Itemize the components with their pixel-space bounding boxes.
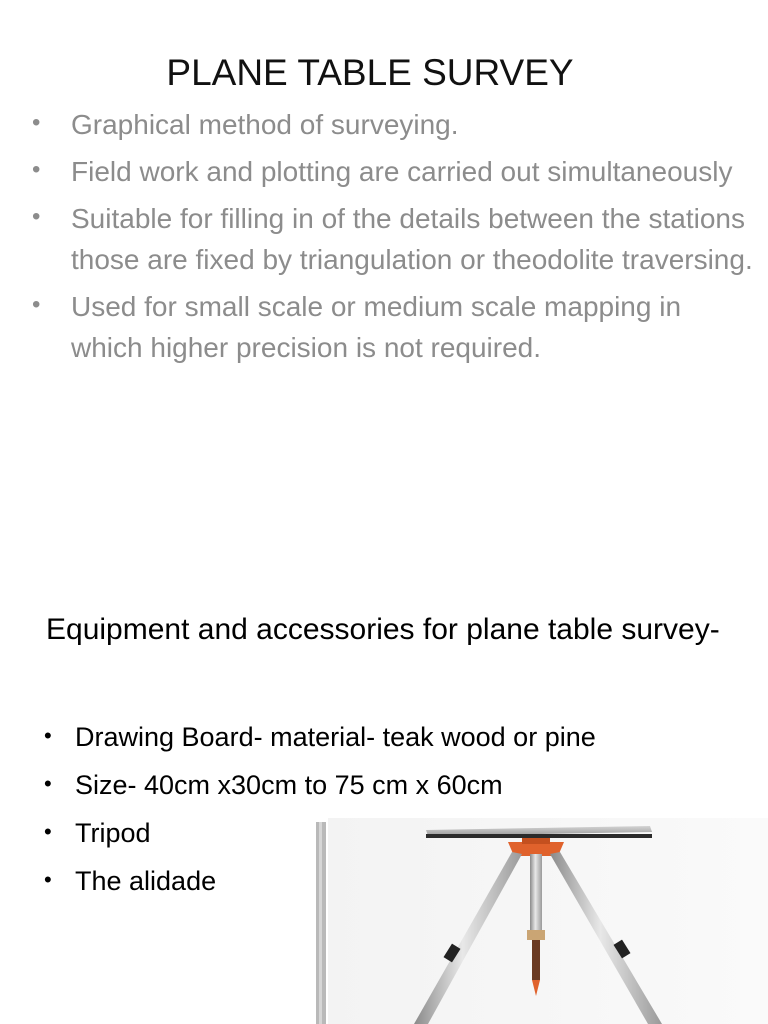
bullet-icon: • — [44, 723, 52, 748]
table-board-edge — [426, 834, 652, 838]
equipment-bullet-text: The alidade — [75, 866, 217, 896]
bullet-icon: • — [32, 109, 41, 136]
bullet-icon: • — [44, 771, 52, 796]
bullet-icon: • — [44, 819, 52, 844]
bullet-icon: • — [32, 156, 41, 183]
bullet-icon: • — [32, 291, 41, 318]
equipment-bullet-text: Tripod — [75, 818, 151, 848]
photo-left-edge-highlight — [319, 822, 322, 1024]
tripod-head-cap — [522, 838, 550, 844]
intro-bullet-text: Used for small scale or medium scale mapping in which higher precision is not required. — [71, 291, 682, 363]
slide-title: PLANE TABLE SURVEY — [166, 52, 574, 93]
intro-bullet-item — [30, 151, 760, 192]
tripod-center-lower — [532, 940, 540, 980]
intro-bullet-item — [30, 286, 760, 368]
intro-bullet-text: Graphical method of surveying. — [71, 109, 459, 140]
tripod-center-rod — [530, 854, 542, 940]
intro-bullet-list — [30, 104, 760, 374]
intro-bullet-text: Field work and plotting are carried out simultaneously — [71, 156, 733, 187]
equipment-bullet-text: Size- 40cm x30cm to 75 cm x 60cm — [75, 770, 503, 800]
intro-bullet-text: Suitable for filling in of the details between the stations those are fixed by triangulation or theodolite traversing. — [71, 203, 753, 275]
equipment-bullet-item — [44, 716, 744, 758]
equipment-heading: Equipment and accessories for plane table survey- — [46, 613, 720, 646]
equipment-bullet-item — [44, 764, 744, 806]
intro-bullet-item — [30, 104, 760, 145]
equipment-bullet-text: Drawing Board- material- teak wood or pine — [75, 722, 596, 752]
intro-bullet-item — [30, 198, 760, 280]
tripod-center-clamp — [527, 930, 545, 940]
bullet-icon: • — [44, 867, 52, 892]
bullet-icon: • — [32, 203, 41, 230]
plane-table-tripod-photo — [316, 818, 768, 1024]
